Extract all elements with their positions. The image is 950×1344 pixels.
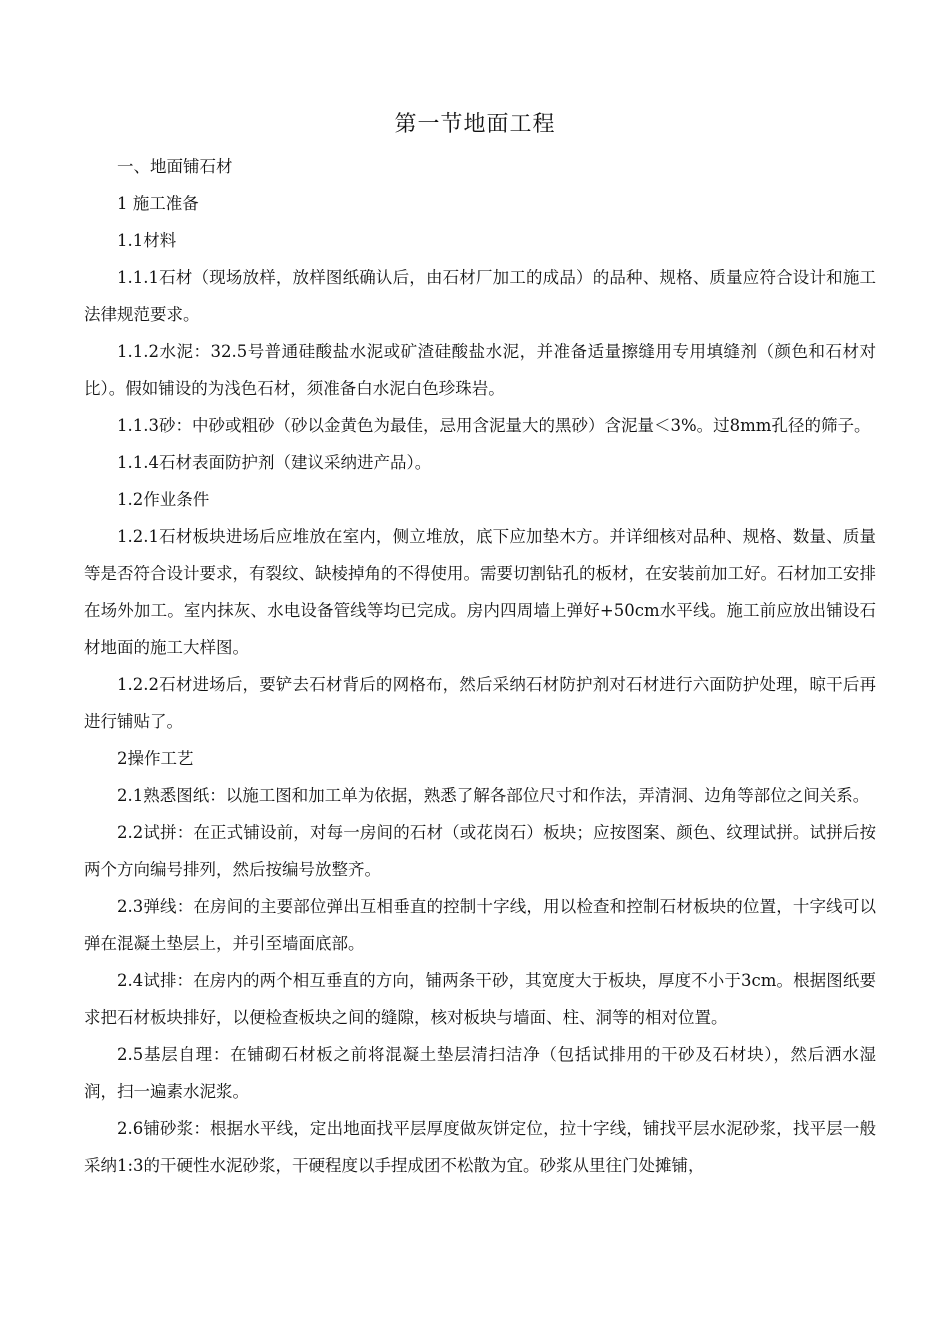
body-paragraph: 1.1.3砂：中砂或粗砂（砂以金黄色为最佳，忌用含泥量大的黑砂）含泥量＜3%。过8mm孔径的筛子。 (117, 416, 871, 435)
body-paragraph: 2.3弹线：在房间的主要部位弹出互相垂直的控制十字线，用以检查和控制石材板块的位置，十字线可以弹在混凝土垫层上，并引至墙面底部。 (84, 897, 876, 953)
body-paragraph: 2.5基层自理：在铺砌石材板之前将混凝土垫层清扫洁净（包括试排用的干砂及石材块），然后洒水湿润，扫一遍素水泥浆。 (84, 1045, 876, 1101)
subsection-heading: 1.1材料 (117, 231, 177, 250)
subsection-heading: 2操作工艺 (117, 749, 194, 768)
body-paragraph: 1.1.2水泥：32.5号普通硅酸盐水泥或矿渣硅酸盐水泥，并准备适量擦缝用专用填缝剂（颜色和石材对比）。假如铺设的为浅色石材，须准备白水泥白色珍珠岩。 (84, 342, 876, 398)
body-paragraph: 1.1.4石材表面防护剂（建议采纳进产品）。 (117, 453, 432, 472)
body-paragraph: 1.1.1石材（现场放样，放样图纸确认后，由石材厂加工的成品）的品种、规格、质量应符合设计和施工法律规范要求。 (84, 268, 876, 324)
body-paragraph: 1.2.2石材进场后，要铲去石材背后的网格布，然后采纳石材防护剂对石材进行六面防护处理，晾干后再进行铺贴了。 (84, 675, 876, 731)
page-title: 第一节地面工程 (394, 112, 556, 137)
body-paragraph: 2.4试排：在房内的两个相互垂直的方向，铺两条干砂，其宽度大于板块，厚度不小于3cm。根据图纸要求把石材板块排好，以便检查板块之间的缝隙，核对板块与墙面、柱、洞等的相对位置。 (84, 971, 876, 1027)
section-heading: 一、地面铺石材 (117, 157, 233, 176)
subsection-heading: 1 施工准备 (117, 194, 199, 213)
body-paragraph: 2.1熟悉图纸：以施工图和加工单为依据，熟悉了解各部位尺寸和作法，弄清洞、边角等部位之间关系。 (117, 786, 870, 805)
body-paragraph: 1.2.1石材板块进场后应堆放在室内，侧立堆放，底下应加垫木方。并详细核对品种、规格、数量、质量等是否符合设计要求，有裂纹、缺棱掉角的不得使用。需要切割钻孔的板材，在安装前加工好。石材加工安排在场外加工。室内抹灰、水电设备管线等均已完成。房内四周墙上弹好+50cm水平线。施工前应放出铺设石材地面的施工大样图。 (84, 527, 876, 657)
body-paragraph: 2.6铺砂浆：根据水平线，定出地面找平层厚度做灰饼定位，拉十字线，铺找平层水泥砂浆，找平层一般采纳1:3的干硬性水泥砂浆，干硬程度以手捏成团不松散为宜。砂浆从里往门处摊铺， (84, 1119, 876, 1175)
subsection-heading: 1.2作业条件 (117, 490, 210, 509)
body-paragraph: 2.2试拼：在正式铺设前，对每一房间的石材（或花岗石）板块；应按图案、颜色、纹理试拼。试拼后按两个方向编号排列，然后按编号放整齐。 (84, 823, 876, 879)
document-body (84, 148, 876, 1184)
